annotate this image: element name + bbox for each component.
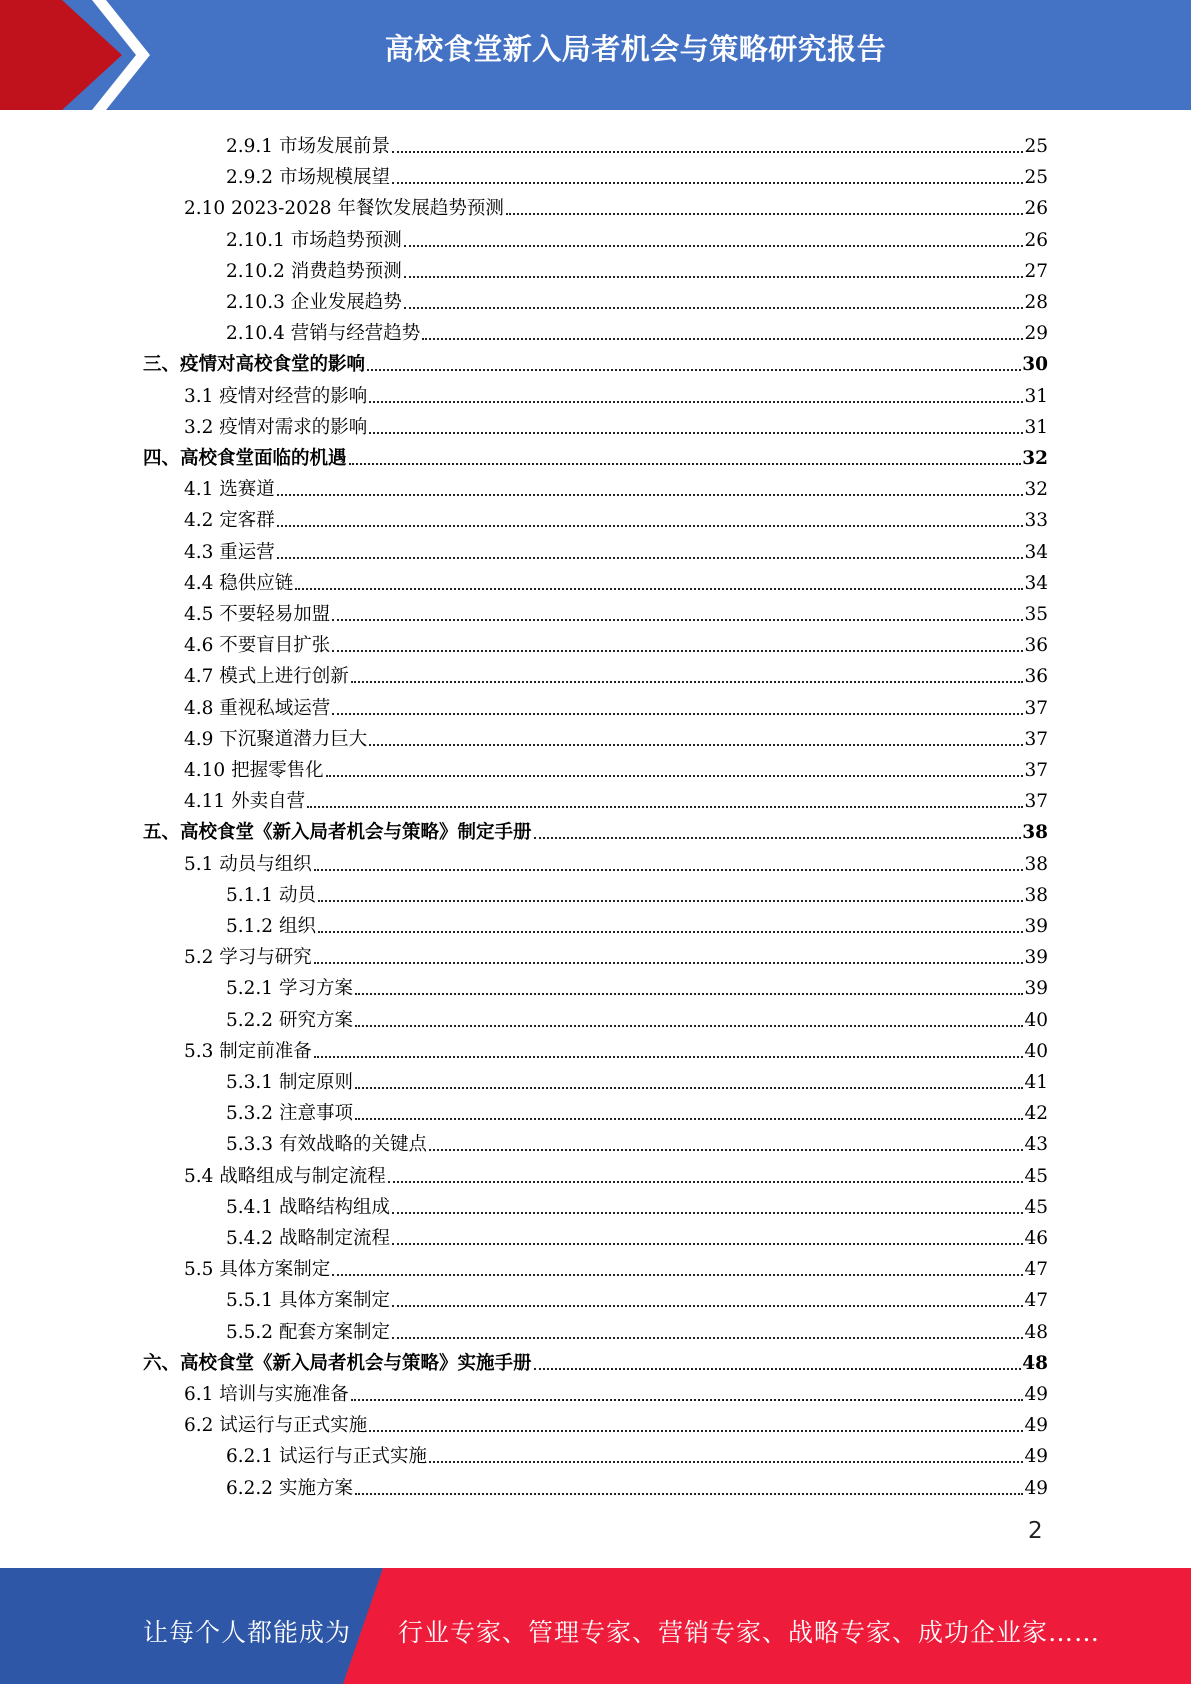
toc-dot-leader <box>314 868 1024 871</box>
toc-entry-title: 2.10.4 营销与经营趋势 <box>226 323 421 345</box>
toc-dot-leader <box>506 212 1024 215</box>
toc-entry-page: 49 <box>1024 1415 1048 1437</box>
page-number: 2 <box>1028 1518 1043 1544</box>
toc-entry-title: 6.2 试运行与正式实施 <box>184 1415 368 1437</box>
toc-dot-leader <box>318 899 1024 902</box>
toc-entry[interactable] <box>184 1251 1048 1282</box>
toc-entry-page: 39 <box>1024 978 1048 1000</box>
toc-entry-page: 49 <box>1024 1477 1048 1499</box>
toc-entry-page: 42 <box>1024 1103 1048 1125</box>
toc-entry[interactable] <box>184 627 1048 658</box>
toc-entry-title: 5.5 具体方案制定 <box>184 1259 331 1281</box>
toc-entry-page: 39 <box>1024 947 1048 969</box>
toc-entry[interactable] <box>226 1314 1048 1345</box>
toc-entry[interactable] <box>143 440 1048 471</box>
toc-entry-title: 4.2 定客群 <box>184 510 275 532</box>
toc-dot-leader <box>392 181 1023 184</box>
toc-entry[interactable] <box>226 1126 1048 1157</box>
toc-entry[interactable] <box>184 1407 1048 1438</box>
toc-entry-title: 4.4 稳供应链 <box>184 572 294 594</box>
toc-entry[interactable] <box>226 1438 1048 1469</box>
toc-entry[interactable] <box>184 1158 1048 1189</box>
toc-entry[interactable] <box>226 159 1048 190</box>
toc-dot-leader <box>392 1211 1023 1214</box>
toc-entry-title: 5.3.3 有效战略的关键点 <box>226 1134 427 1156</box>
toc-dot-leader <box>534 836 1022 839</box>
toc-entry[interactable] <box>226 315 1048 346</box>
toc-entry[interactable] <box>184 721 1048 752</box>
toc-entry[interactable] <box>143 1345 1048 1376</box>
toc-dot-leader <box>277 493 1024 496</box>
toc-entry-page: 32 <box>1022 448 1048 469</box>
toc-entry-page: 25 <box>1024 136 1048 157</box>
toc-entry-page: 47 <box>1024 1259 1048 1281</box>
toc-entry-page: 38 <box>1022 822 1048 844</box>
toc-entry-title: 5.3 制定前准备 <box>184 1040 312 1062</box>
toc-entry-title: 5.4.1 战略结构组成 <box>226 1196 390 1218</box>
toc-dot-leader <box>355 992 1024 995</box>
toc-entry-page: 40 <box>1024 1009 1048 1031</box>
toc-entry-page: 36 <box>1024 666 1048 688</box>
toc-entry[interactable] <box>184 190 1048 221</box>
toc-entry-page: 37 <box>1024 760 1048 781</box>
toc-entry-page: 48 <box>1024 1321 1048 1343</box>
toc-entry[interactable] <box>184 1033 1048 1064</box>
toc-entry[interactable] <box>184 783 1048 814</box>
toc-dot-leader <box>404 275 1024 278</box>
toc-dot-leader <box>314 1055 1024 1058</box>
toc-entry-title: 5.1 动员与组织 <box>184 853 312 875</box>
footer-slogan: 让每个人都能成为 <box>143 1618 352 1647</box>
toc-entry[interactable] <box>184 1376 1048 1407</box>
toc-entry-title: 3.2 疫情对需求的影响 <box>184 416 368 438</box>
toc-dot-leader <box>392 1304 1023 1307</box>
report-title: 高校食堂新入局者机会与策略研究报告 <box>384 32 887 66</box>
toc-entry[interactable] <box>226 128 1048 159</box>
toc-entry-title: 5.2 学习与研究 <box>184 947 312 969</box>
toc-dot-leader <box>392 1336 1023 1339</box>
toc-entry-title: 4.7 模式上进行创新 <box>184 666 349 688</box>
toc-entry-title: 5.1.1 动员 <box>226 884 316 906</box>
toc-dot-leader <box>332 618 1023 621</box>
toc-entry[interactable] <box>184 939 1048 970</box>
toc-dot-leader <box>318 930 1024 933</box>
toc-dot-leader <box>355 1024 1024 1027</box>
toc-entry[interactable] <box>226 1470 1048 1501</box>
toc-entry[interactable] <box>226 1220 1048 1251</box>
toc-entry-page: 39 <box>1024 916 1048 937</box>
toc-dot-leader <box>534 1367 1022 1370</box>
toc-entry[interactable] <box>226 1282 1048 1313</box>
toc-dot-leader <box>404 244 1024 247</box>
toc-entry-title: 三、疫情对高校食堂的影响 <box>143 354 366 376</box>
toc-entry[interactable] <box>184 409 1048 440</box>
toc-entry-title: 3.1 疫情对经营的影响 <box>184 385 368 407</box>
toc-entry-page: 48 <box>1022 1352 1048 1374</box>
toc-entry-page: 35 <box>1024 604 1048 625</box>
toc-entry-page: 49 <box>1024 1384 1048 1405</box>
page-footer <box>0 1568 1191 1684</box>
toc-entry[interactable] <box>184 534 1048 565</box>
toc-entry-page: 32 <box>1024 479 1048 501</box>
toc-entry-title: 2.9.1 市场发展前景 <box>226 136 390 157</box>
toc-entry-page: 27 <box>1024 260 1048 282</box>
toc-entry-title: 6.2.2 实施方案 <box>226 1477 353 1499</box>
toc-entry[interactable] <box>143 346 1048 377</box>
toc-entry-page: 34 <box>1024 541 1048 563</box>
toc-entry[interactable] <box>184 565 1048 596</box>
toc-dot-leader <box>367 368 1021 371</box>
toc-entry-page: 28 <box>1024 292 1048 313</box>
toc-entry-title: 4.3 重运营 <box>184 541 275 563</box>
toc-entry[interactable] <box>184 658 1048 689</box>
toc-entry-page: 37 <box>1024 728 1048 750</box>
toc-entry[interactable] <box>226 908 1048 939</box>
toc-entry-title: 5.1.2 组织 <box>226 916 316 937</box>
toc-entry-title: 五、高校食堂《新入局者机会与策略》制定手册 <box>143 822 532 844</box>
toc-dot-leader <box>295 587 1023 590</box>
toc-entry[interactable] <box>226 1002 1048 1033</box>
toc-entry[interactable] <box>226 1095 1048 1126</box>
toc-entry-page: 45 <box>1024 1196 1048 1218</box>
toc-entry-title: 4.6 不要盲目扩张 <box>184 635 331 657</box>
toc-dot-leader <box>332 712 1023 715</box>
toc-entry-page: 38 <box>1024 884 1048 906</box>
toc-entry-page: 33 <box>1024 510 1048 532</box>
toc-dot-leader <box>355 1492 1024 1495</box>
toc-dot-leader <box>332 1273 1023 1276</box>
toc-entry-title: 4.5 不要轻易加盟 <box>184 604 331 625</box>
toc-entry-title: 4.10 把握零售化 <box>184 760 324 781</box>
toc-entry-page: 26 <box>1024 198 1048 220</box>
toc-entry-page: 31 <box>1024 416 1048 438</box>
toc-dot-leader <box>351 680 1024 683</box>
toc-entry-title: 5.5.2 配套方案制定 <box>226 1321 390 1343</box>
toc-dot-leader <box>429 1148 1023 1151</box>
toc-entry[interactable] <box>143 814 1048 845</box>
toc-entry-page: 40 <box>1024 1040 1048 1062</box>
toc-dot-leader <box>326 774 1024 777</box>
toc-dot-leader <box>369 431 1023 434</box>
toc-entry-page: 41 <box>1024 1072 1048 1093</box>
toc-dot-leader <box>392 150 1023 153</box>
toc-dot-leader <box>422 337 1023 340</box>
toc-dot-leader <box>351 1398 1024 1401</box>
toc-entry-page: 46 <box>1024 1228 1048 1249</box>
toc-entry-page: 43 <box>1024 1134 1048 1156</box>
toc-entry[interactable] <box>184 690 1048 721</box>
toc-entry-title: 六、高校食堂《新入局者机会与策略》实施手册 <box>143 1352 532 1374</box>
toc-entry[interactable] <box>226 1064 1048 1095</box>
toc-entry-title: 2.10.3 企业发展趋势 <box>226 292 402 313</box>
toc-entry-title: 5.3.1 制定原则 <box>226 1072 353 1093</box>
toc-entry-title: 四、高校食堂面临的机遇 <box>143 448 347 469</box>
toc-entry-page: 26 <box>1024 229 1048 251</box>
toc-entry-page: 49 <box>1024 1446 1048 1468</box>
toc-dot-leader <box>355 1086 1024 1089</box>
toc-entry-page: 37 <box>1024 791 1048 813</box>
toc-entry[interactable] <box>226 877 1048 908</box>
toc-entry-title: 5.2.2 研究方案 <box>226 1009 353 1031</box>
toc-entry[interactable] <box>184 502 1048 533</box>
page-header <box>0 0 1191 110</box>
toc-dot-leader <box>369 743 1023 746</box>
toc-entry-title: 2.10.1 市场趋势预测 <box>226 229 402 251</box>
toc-entry-title: 4.1 选赛道 <box>184 479 275 501</box>
toc-entry-page: 36 <box>1024 635 1048 657</box>
toc-entry-title: 5.2.1 学习方案 <box>226 978 353 1000</box>
toc-entry-title: 4.9 下沉聚道潜力巨大 <box>184 728 368 750</box>
toc-entry-title: 2.10 2023-2028 年餐饮发展趋势预测 <box>184 198 504 220</box>
toc-entry-title: 2.10.2 消费趋势预测 <box>226 260 402 282</box>
toc-entry[interactable] <box>226 253 1048 284</box>
toc-entry[interactable] <box>184 378 1048 409</box>
toc-entry[interactable] <box>184 752 1048 783</box>
toc-entry[interactable] <box>184 471 1048 502</box>
toc-dot-leader <box>277 524 1024 527</box>
toc-entry[interactable] <box>226 970 1048 1001</box>
toc-dot-leader <box>277 556 1024 559</box>
toc-entry-page: 34 <box>1024 572 1048 594</box>
toc-entry[interactable] <box>184 846 1048 877</box>
toc-dot-leader <box>332 649 1023 652</box>
toc-entry-title: 6.1 培训与实施准备 <box>184 1384 349 1405</box>
toc-dot-leader <box>392 1242 1023 1245</box>
toc-dot-leader <box>349 462 1022 465</box>
toc-entry-title: 6.2.1 试运行与正式实施 <box>226 1446 427 1468</box>
toc-dot-leader <box>369 400 1023 403</box>
toc-entry-title: 5.4 战略组成与制定流程 <box>184 1165 386 1187</box>
toc-dot-leader <box>314 961 1024 964</box>
toc-entry[interactable] <box>226 1189 1048 1220</box>
toc-dot-leader <box>429 1460 1023 1463</box>
toc-entry-title: 4.8 重视私域运营 <box>184 697 331 719</box>
toc-entry-page: 47 <box>1024 1290 1048 1312</box>
toc-entry-title: 5.4.2 战略制定流程 <box>226 1228 390 1249</box>
toc-dot-leader <box>404 306 1024 309</box>
toc-entry-page: 25 <box>1024 167 1048 189</box>
footer-tagline: 行业专家、管理专家、营销专家、战略专家、成功企业家…… <box>398 1618 1101 1647</box>
toc-entry-title: 5.3.2 注意事项 <box>226 1103 353 1125</box>
toc-entry-title: 4.11 外卖自营 <box>184 791 306 813</box>
toc-dot-leader <box>355 1117 1024 1120</box>
toc-dot-leader <box>388 1180 1024 1183</box>
toc-entry[interactable] <box>226 222 1048 253</box>
toc-entry-page: 37 <box>1024 697 1048 719</box>
toc-entry[interactable] <box>226 284 1048 315</box>
toc-entry-title: 5.5.1 具体方案制定 <box>226 1290 390 1312</box>
toc-entry-page: 45 <box>1024 1165 1048 1187</box>
toc-dot-leader <box>369 1429 1023 1432</box>
toc-entry-page: 29 <box>1024 323 1048 345</box>
toc-entry-page: 30 <box>1022 354 1048 376</box>
toc-entry-title: 2.9.2 市场规模展望 <box>226 167 390 189</box>
toc-entry-page: 31 <box>1024 385 1048 407</box>
toc-entry[interactable] <box>184 596 1048 627</box>
toc-entry-page: 38 <box>1024 853 1048 875</box>
toc-dot-leader <box>307 805 1023 808</box>
